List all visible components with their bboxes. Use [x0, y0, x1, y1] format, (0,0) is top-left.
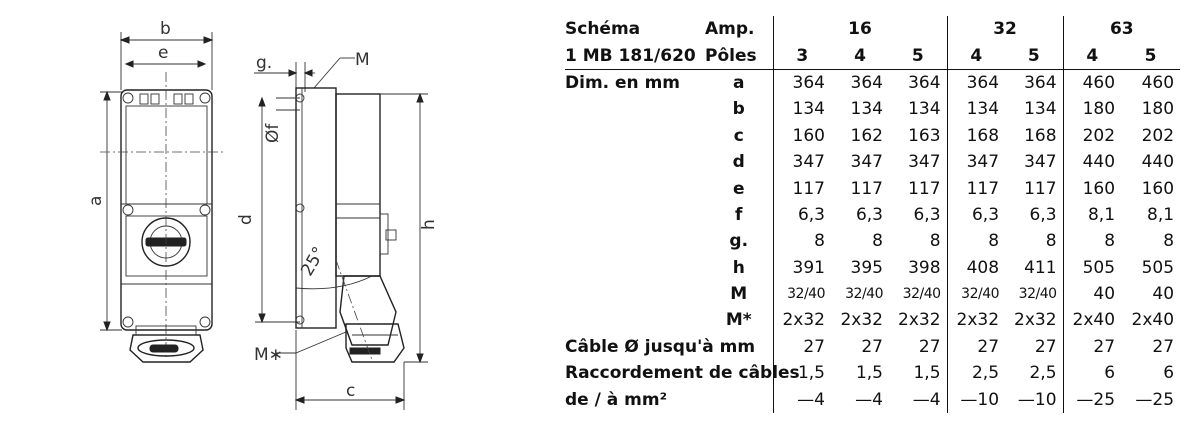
row-sub-label: f	[735, 204, 743, 225]
row-sub-label	[705, 386, 773, 412]
row-label: de / à mm²	[565, 389, 668, 410]
label-e: e	[158, 43, 169, 63]
pole-cell: 5	[889, 42, 947, 69]
label-M: M	[355, 50, 370, 70]
value-cell: 27	[773, 334, 831, 360]
header-row-amp	[565, 16, 1180, 42]
value-cell: 40	[1152, 284, 1175, 305]
table-row	[565, 360, 1180, 386]
row-sub-label: e	[732, 178, 745, 199]
label-a: a	[86, 195, 106, 206]
value-cell: 1,5	[855, 363, 883, 384]
amp-group-63: 63	[1063, 16, 1180, 42]
amp-group-16: 16	[773, 16, 947, 42]
value-cell: 2,5	[947, 360, 1005, 386]
value-cell: 2,5	[1029, 363, 1057, 384]
label-g: g.	[256, 53, 273, 73]
value-cell: 460	[1141, 72, 1175, 93]
value-cell: 134	[1024, 99, 1057, 120]
value-cell: 8,1	[1147, 204, 1175, 225]
value-cell: 2x32	[947, 307, 1005, 333]
value-cell: 6	[1163, 363, 1175, 384]
value-cell: 505	[1063, 255, 1121, 281]
value-cell: 163	[908, 125, 941, 146]
row-label	[565, 255, 705, 281]
value-cell: 347	[908, 152, 941, 173]
value-cell: 398	[908, 257, 941, 278]
value-cell: 32/40	[845, 286, 883, 303]
value-cell: 117	[773, 175, 831, 201]
value-cell: 32/40	[947, 281, 1005, 307]
side-view	[236, 50, 439, 410]
row-sub-label: d	[732, 152, 745, 173]
table-row	[565, 123, 1180, 149]
row-label	[565, 123, 705, 149]
value-cell: 347	[850, 152, 883, 173]
schema-label: Schéma	[565, 19, 641, 40]
value-cell: 2x40	[1131, 310, 1175, 331]
value-cell: 408	[947, 255, 1005, 281]
value-cell: 40	[1063, 281, 1121, 307]
value-cell: 440	[1141, 152, 1175, 173]
value-cell: 32/40	[902, 286, 941, 303]
value-cell: 117	[908, 178, 941, 199]
front-view	[86, 19, 225, 362]
value-cell: 1,5	[773, 360, 831, 386]
value-cell: 27	[918, 336, 941, 357]
value-cell: 6,3	[913, 204, 941, 225]
row-sub-label: M	[730, 284, 748, 305]
table-row	[565, 281, 1180, 307]
value-cell: 27	[1063, 334, 1121, 360]
value-cell: 391	[773, 255, 831, 281]
row-label	[565, 307, 705, 333]
technical-drawing	[0, 0, 545, 427]
row-sub-label: M*	[725, 310, 752, 331]
value-cell: 2x32	[840, 310, 883, 331]
value-cell: 134	[850, 99, 883, 120]
value-cell: 8	[947, 228, 1005, 254]
pole-cell: 5	[1005, 42, 1063, 69]
value-cell: 27	[1034, 336, 1057, 357]
value-cell: 117	[1024, 178, 1057, 199]
label-M-star: M∗	[254, 345, 283, 365]
pole-cell: 4	[947, 42, 1005, 69]
value-cell: 8,1	[1063, 202, 1121, 228]
amp-label: Amp.	[705, 19, 755, 40]
row-label	[565, 96, 705, 122]
value-cell: 168	[1024, 125, 1057, 146]
value-cell: 202	[1141, 125, 1175, 146]
value-cell: 202	[1063, 123, 1121, 149]
model-label: 1 MB 181/620	[565, 42, 705, 69]
value-cell: 134	[947, 96, 1005, 122]
value-cell: 168	[947, 123, 1005, 149]
row-sub-label: c	[733, 125, 744, 146]
table-row	[565, 255, 1180, 281]
value-cell: 2x32	[898, 310, 941, 331]
row-label: Dim. en mm	[565, 72, 681, 93]
value-cell: 347	[773, 149, 831, 175]
value-cell: 8	[1045, 231, 1057, 252]
value-cell: 440	[1063, 149, 1121, 175]
amp-group-32: 32	[947, 16, 1063, 42]
value-cell: 6,3	[947, 202, 1005, 228]
value-cell: —10	[947, 386, 1005, 412]
value-cell: 364	[947, 69, 1005, 96]
value-cell: 8	[1063, 228, 1121, 254]
value-cell: 134	[908, 99, 941, 120]
value-cell: 117	[850, 178, 883, 199]
value-cell: 8	[872, 231, 883, 252]
table-row	[565, 96, 1180, 122]
value-cell: 411	[1024, 257, 1057, 278]
value-cell: 180	[1141, 99, 1175, 120]
value-cell: 2x40	[1063, 307, 1121, 333]
value-cell: 347	[947, 149, 1005, 175]
value-cell: 27	[861, 336, 883, 357]
table-row	[565, 334, 1180, 360]
value-cell: 180	[1063, 96, 1121, 122]
value-cell: 162	[850, 125, 883, 146]
value-cell: 364	[850, 72, 883, 93]
label-d: d	[236, 214, 256, 225]
value-cell: 1,5	[913, 363, 941, 384]
value-cell: 8	[1163, 231, 1175, 252]
value-cell: 6,3	[773, 202, 831, 228]
value-cell: 505	[1141, 257, 1175, 278]
header-row-poles	[565, 42, 1180, 69]
label-angle: 25°	[297, 243, 330, 280]
row-label: Câble Ø jusqu'à mm	[565, 336, 756, 357]
value-cell: 8	[773, 228, 831, 254]
table-row	[565, 175, 1180, 201]
value-cell: 364	[773, 69, 831, 96]
value-cell: —4	[912, 389, 941, 410]
pole-cell: 5	[1121, 42, 1180, 69]
value-cell: 2x32	[1014, 310, 1057, 331]
table-row	[565, 202, 1180, 228]
value-cell: 2x32	[773, 307, 831, 333]
value-cell: 27	[1152, 336, 1175, 357]
row-sub-label: h	[732, 257, 745, 278]
value-cell: 160	[773, 123, 831, 149]
row-label: Raccordement de câbles	[565, 363, 800, 384]
table-row	[565, 386, 1180, 412]
value-cell: 8	[929, 231, 941, 252]
value-cell: —25	[1063, 386, 1121, 412]
value-cell: —4	[855, 389, 883, 410]
row-sub-label: g.	[729, 231, 749, 252]
row-label	[565, 175, 705, 201]
label-c: c	[346, 381, 356, 401]
table-row	[565, 228, 1180, 254]
row-sub-label: b	[732, 99, 745, 120]
spec-body	[565, 69, 1180, 413]
row-label	[565, 202, 705, 228]
value-cell: 6,3	[855, 204, 883, 225]
value-cell: 32/40	[773, 281, 831, 307]
table-row	[565, 307, 1180, 333]
value-cell: —10	[1017, 389, 1057, 410]
label-b: b	[160, 19, 171, 39]
label-f: Øf	[263, 123, 283, 143]
pole-cell: 4	[1063, 42, 1121, 69]
value-cell: —4	[773, 386, 831, 412]
table-row	[565, 149, 1180, 175]
value-cell: 364	[1024, 72, 1057, 93]
value-cell: 117	[947, 175, 1005, 201]
poles-label: Pôles	[705, 42, 773, 69]
value-cell: 27	[947, 334, 1005, 360]
pole-cell: 4	[831, 42, 889, 69]
value-cell: 460	[1063, 69, 1121, 96]
table-row	[565, 69, 1180, 96]
value-cell: 6	[1063, 360, 1121, 386]
row-label	[565, 149, 705, 175]
value-cell: 160	[1063, 175, 1121, 201]
value-cell: 395	[850, 257, 883, 278]
value-cell: 364	[908, 72, 941, 93]
row-label	[565, 281, 705, 307]
value-cell: 347	[1024, 152, 1057, 173]
row-sub-label: a	[733, 72, 745, 93]
spec-table	[565, 16, 1180, 413]
label-h: h	[419, 219, 439, 230]
value-cell: 134	[773, 96, 831, 122]
pole-cell: 3	[773, 42, 831, 69]
value-cell: 32/40	[1018, 286, 1057, 303]
value-cell: 6,3	[1029, 204, 1057, 225]
row-label	[565, 228, 705, 254]
value-cell: 160	[1141, 178, 1175, 199]
value-cell: —25	[1135, 389, 1175, 410]
